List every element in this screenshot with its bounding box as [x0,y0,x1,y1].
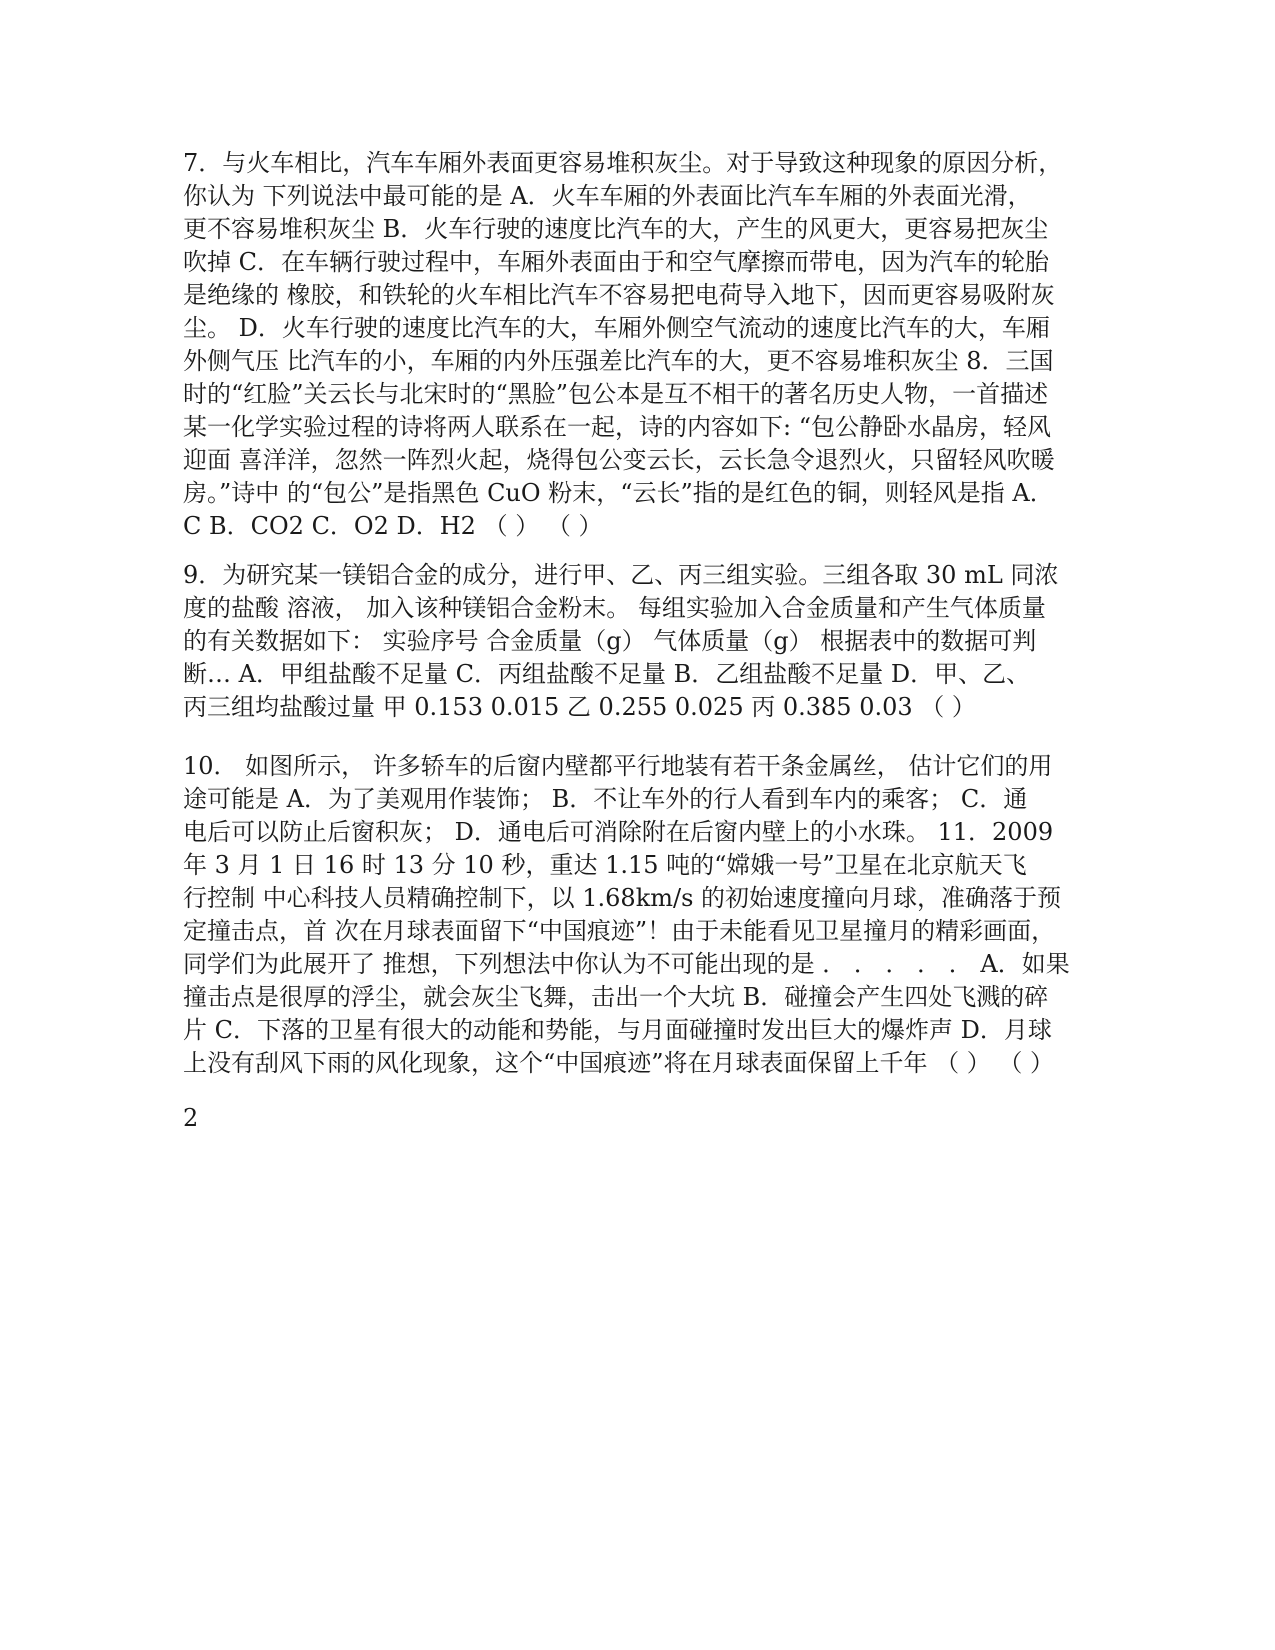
text-line: 9．为研究某一镁铝合金的成分，进行甲、乙、丙三组实验。三组各取 30 mL 同浓 [183,561,1059,589]
text-line: 迎面 喜洋洋，忽然一阵烈火起，烧得包公变云长，云长急令退烈火，只留轻风吹暖 [183,446,1055,474]
question-7-8-paragraph [183,147,1103,543]
text-line: 电后可以防止后窗积灰； D．通电后可消除附在后窗内壁上的小水珠。 11．2009 [183,818,1054,846]
page-number: 2 [183,1104,199,1132]
text-line: 更不容易堆积灰尘 B．火车行驶的速度比汽车的大，产生的风更大，更容易把灰尘 [183,215,1049,243]
text-line: 是绝缘的 橡胶，和铁轮的火车相比汽车不容易把电荷导入地下，因而更容易吸附灰 [183,281,1055,309]
text-line: 10． 如图所示， 许多轿车的后窗内壁都平行地装有若干条金属丝， 估计它们的用 [183,752,1053,780]
text-line: 某一化学实验过程的诗将两人联系在一起，诗的内容如下: “包公静卧水晶房，轻风 [183,413,1051,441]
text-line: 房。”诗中 的“包公”是指黑色 CuO 粉末，“云长”指的是红色的铜，则轻风是指 A． [183,479,1054,507]
text-line: 行控制 中心科技人员精确控制下，以 1.68km/s 的初始速度撞向月球，准确落于预 [183,884,1062,912]
text-line: 上没有刮风下雨的风化现象，这个“中国痕迹”将在月球表面保留上千年 （ ） （ ） [183,1049,1055,1077]
text-line: 丙三组均盐酸过量 甲 0.153 0.015 乙 0.255 0.025 丙 0.385 0.03 （ ） [183,693,976,721]
text-line: C B．CO2 C．O2 D．H2 （ ） （ ） [183,512,603,540]
text-line: 同学们为此展开了 推想，下列想法中你认为不可能出现的是 ． ． ． ． ． A．如果 [183,950,1070,978]
text-line: 年 3 月 1 日 16 时 13 分 10 秒，重达 1.15 吨的“嫦娥一号”卫星在北京航天飞 [183,851,1027,879]
text-line: 撞击点是很厚的浮尘，就会灰尘飞舞，击出一个大坑 B．碰撞会产生四处飞溅的碎 [183,983,1049,1011]
text-line: 7．与火车相比，汽车车厢外表面更容易堆积灰尘。对于导致这种现象的原因分析， [183,149,1063,177]
text-line: 的有关数据如下： 实验序号 合金质量（g） 气体质量（g） 根据表中的数据可判 [183,627,1037,655]
text-line: 外侧气压 比汽车的小，车厢的内外压强差比汽车的大，更不容易堆积灰尘 8．三国 [183,347,1054,375]
text-line: 尘。 D．火车行驶的速度比汽车的大，车厢外侧空气流动的速度比汽车的大，车厢 [183,314,1050,342]
question-10-11-paragraph [183,750,1103,1080]
text-line: 断… A．甲组盐酸不足量 C．丙组盐酸不足量 B．乙组盐酸不足量 D．甲、乙、 [183,660,1031,688]
text-line: 吹掉 C．在车辆行驶过程中，车厢外表面由于和空气摩擦而带电，因为汽车的轮胎 [183,248,1049,276]
text-line: 途可能是 A．为了美观用作装饰； B．不让车外的行人看到车内的乘客； C．通 [183,785,1028,813]
question-9-paragraph [183,559,1103,724]
text-line: 片 C．下落的卫星有很大的动能和势能，与月面碰撞时发出巨大的爆炸声 D．月球 [183,1016,1052,1044]
text-line: 定撞击点，首 次在月球表面留下“中国痕迹”！由于未能看见卫星撞月的精彩画面， [183,917,1056,945]
text-line: 度的盐酸 溶液， 加入该种镁铝合金粉末。 每组实验加入合金质量和产生气体质量 [183,594,1046,622]
text-line: 时的“红脸”关云长与北宋时的“黑脸”包公本是互不相干的著名历史人物，一首描述 [183,380,1049,408]
text-line: 你认为 下列说法中最可能的是 A．火车车厢的外表面比汽车车厢的外表面光滑， [183,182,1032,210]
